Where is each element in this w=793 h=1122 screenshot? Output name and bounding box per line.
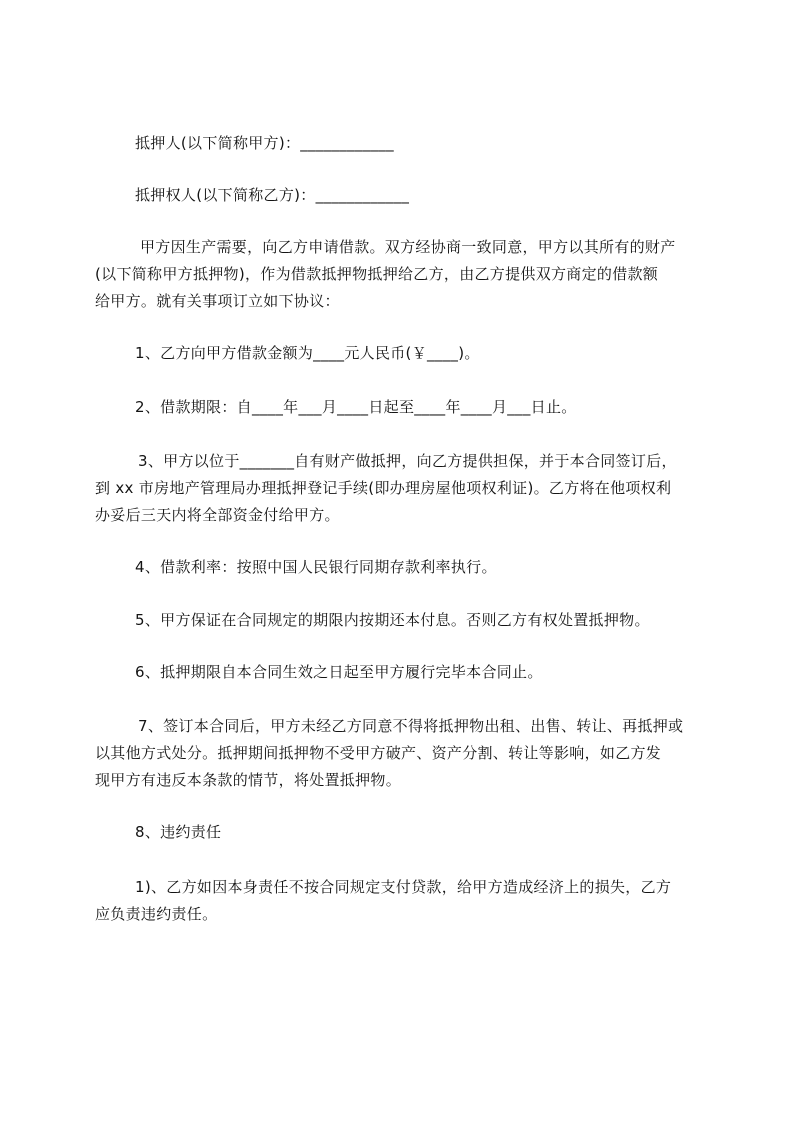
clause-7-line-3: 现甲方有违反本条款的情节，将处置抵押物。: [95, 771, 402, 789]
clause-3-line-2: 到 xx 市房地产管理局办理抵押登记手续(即办理房屋他项权利证)。乙方将在他项权利: [95, 479, 672, 497]
clause-8-title: 8、违约责任: [135, 823, 222, 841]
pledgee-field: 抵押权人(以下简称乙方)：____________: [135, 186, 410, 204]
clause-1: 1、乙方向甲方借款金额为____元人民币(￥____)。: [135, 344, 480, 362]
intro-line-1: 甲方因生产需要，向乙方申请借款。双方经协商一致同意，甲方以其所有的财产: [140, 238, 676, 256]
clause-7-line-2: 以其他方式处分。抵押期间抵押物不受甲方破产、资产分割、转让等影响，如乙方发: [95, 744, 662, 762]
clause-3-line-1: 3、甲方以位于_______自有财产做抵押，向乙方提供担保，并于本合同签订后，: [138, 452, 677, 470]
pledgor-field: 抵押人(以下简称甲方)：____________: [135, 134, 394, 152]
clause-3-line-3: 办妥后三天内将全部资金付给甲方。: [95, 506, 340, 524]
clause-6: 6、抵押期限自本合同生效之日起至甲方履行完毕本合同止。: [135, 663, 543, 681]
intro-line-3: 给甲方。就有关事项订立如下协议：: [95, 292, 340, 310]
clause-7-line-1: 7、签订本合同后，甲方未经乙方同意不得将抵押物出租、出售、转让、再抵押或: [138, 717, 684, 735]
intro-line-2: (以下简称甲方抵押物)，作为借款抵押物抵押给乙方，由乙方提供双方商定的借款额: [95, 265, 659, 283]
clause-8-1-line-2: 应负责违约责任。: [95, 905, 218, 923]
clause-5: 5、甲方保证在合同规定的期限内按期还本付息。否则乙方有权处置抵押物。: [135, 611, 650, 629]
clause-8-1-line-1: 1)、乙方如因本身责任不按合同规定支付贷款，给甲方造成经济上的损失，乙方: [135, 878, 672, 896]
clause-2: 2、借款期限：自____年___月____日起至____年____月___日止。: [135, 398, 577, 416]
clause-4: 4、借款利率：按照中国人民银行同期存款利率执行。: [135, 558, 497, 576]
